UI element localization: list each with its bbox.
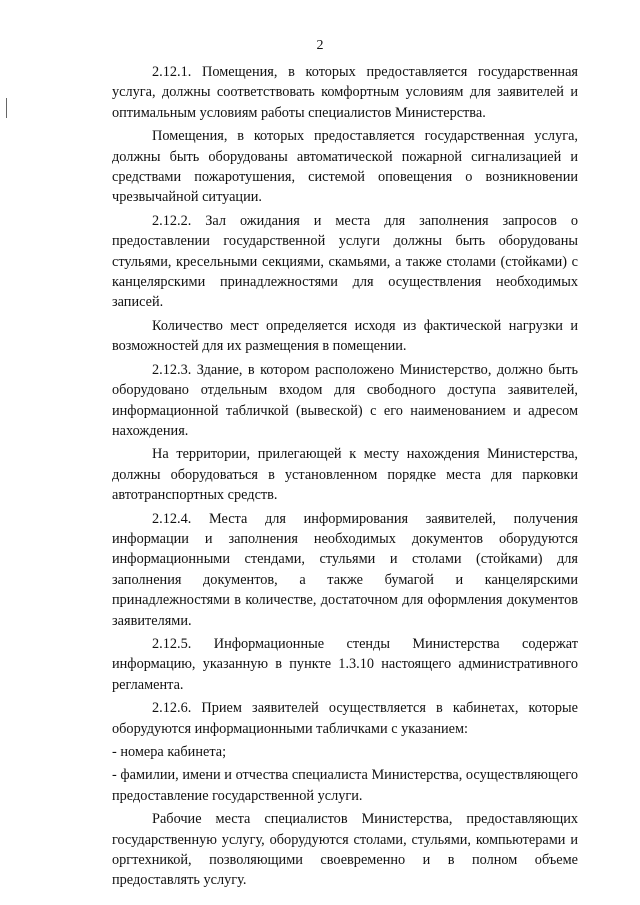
list-item-specialist-name: - фамилии, имени и отчества специалиста Министерства, осуществляющего предоставление государственной услуги. bbox=[112, 767, 578, 804]
paragraph-2-12-3: 2.12.3. Здание, в котором расположено Министерство, должно быть оборудовано отдельным входом для свободного доступа заявителей, информационной табличкой (вывеской) с его наименованием и адресом нахождения. bbox=[112, 361, 578, 439]
scan-edge-mark bbox=[6, 98, 7, 118]
paragraph-2-12-6: 2.12.6. Прием заявителей осуществляется в кабинетах, которые оборудуются информационными табличками с указанием: bbox=[112, 700, 578, 737]
paragraph-workplaces: Рабочие места специалистов Министерства, предоставляющих государственную услугу, оборудуются столами, стульями, компьютерами и оргтехникой, позволяющими своевременно и в полном объеме предоставлять услугу. bbox=[112, 811, 578, 889]
paragraph-seat-count: Количество мест определяется исходя из фактической нагрузки и возможностей для их размещения в помещении. bbox=[112, 317, 578, 355]
paragraph-fire-safety: Помещения, в которых предоставляется государственная услуга, должны быть оборудованы автоматической пожарной сигнализацией и средствами пожаротушения, системой оповещения о возникновении чрезвычайной ситуации. bbox=[112, 128, 578, 206]
paragraph-2-12-5: 2.12.5. Информационные стенды Министерства содержат информацию, указанную в пункте 1.3.10 настоящего административного регламента. bbox=[112, 635, 578, 693]
paragraph-parking: На территории, прилегающей к месту нахождения Министерства, должны оборудоваться в установленном порядке места для парковки автотранспортных средств. bbox=[112, 446, 578, 504]
paragraph-2-12-2: 2.12.2. Зал ожидания и места для заполнения запросов о предоставлении государственной услуги должны быть оборудованы стульями, кресельными секциями, скамьями, а также столами (стойками) с канцелярскими принадлежностями для осуществления необходимых записей. bbox=[112, 212, 578, 311]
page-number: 2 bbox=[316, 38, 324, 53]
list-item-room-number: - номера кабинета; bbox=[112, 744, 227, 760]
document-body bbox=[112, 62, 578, 894]
paragraph-2-12-4: 2.12.4. Места для информирования заявителей, получения информации и заполнения необходимых документов оборудуются информационными стендами, стульями и столами (стойками) для заполнения документов, а также бумагой и канцелярскими принадлежностями в количестве, достаточном для оформления документов заявителями. bbox=[112, 510, 578, 629]
paragraph-2-12-1: 2.12.1. Помещения, в которых предоставляется государственная услуга, должны соответствовать комфортным условиям для заявителей и оптимальным условиям работы специалистов Министерства. bbox=[112, 64, 578, 121]
